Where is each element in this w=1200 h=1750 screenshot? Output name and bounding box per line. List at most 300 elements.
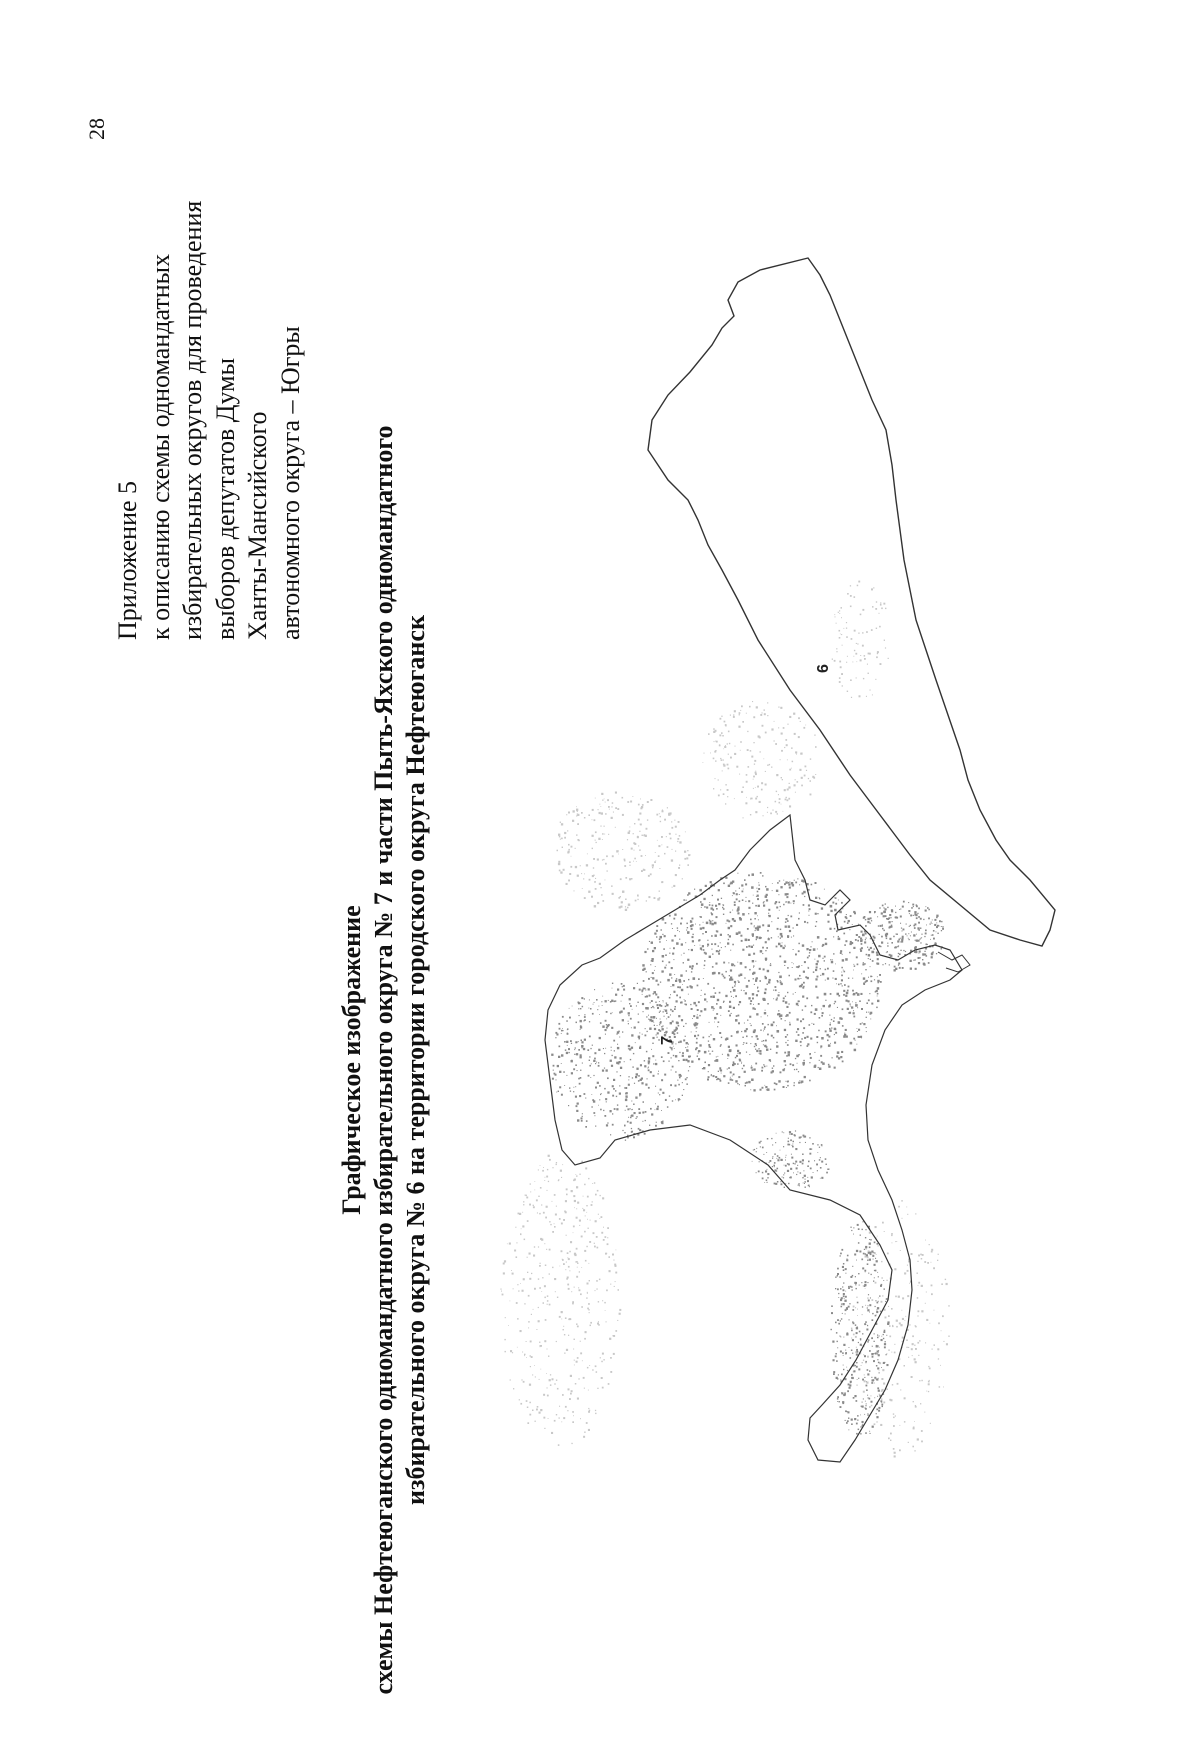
- texture-dot: [710, 923, 712, 925]
- texture-dot: [937, 1260, 938, 1261]
- texture-dot: [640, 799, 641, 800]
- texture-dot: [591, 1063, 592, 1064]
- texture-dot: [581, 873, 582, 874]
- texture-dot: [691, 1061, 693, 1063]
- texture-dot: [766, 1066, 767, 1067]
- texture-dot: [695, 924, 696, 925]
- texture-dot: [643, 968, 645, 970]
- texture-dot: [818, 955, 821, 958]
- texture-dot: [543, 1394, 545, 1396]
- texture-dot: [713, 987, 715, 989]
- texture-dot: [846, 992, 849, 995]
- texture-dot: [725, 784, 726, 785]
- texture-dot: [559, 1316, 561, 1318]
- texture-dot: [838, 1021, 841, 1024]
- texture-dot: [710, 881, 712, 883]
- texture-dot: [711, 884, 712, 885]
- texture-dot: [911, 907, 913, 909]
- texture-dot: [821, 1144, 823, 1146]
- appendix-line: выборов депутатов Думы: [210, 357, 240, 640]
- texture-dot: [887, 1253, 889, 1255]
- texture-dot: [861, 1401, 863, 1403]
- texture-dot: [854, 1395, 856, 1397]
- texture-dot: [893, 1413, 894, 1414]
- texture-dot: [882, 1369, 884, 1371]
- texture-dot: [767, 765, 768, 766]
- texture-dot: [843, 1365, 844, 1366]
- texture-dot: [849, 1319, 850, 1320]
- texture-dot: [581, 1041, 583, 1043]
- texture-dot: [756, 994, 758, 996]
- texture-dot: [845, 1352, 847, 1354]
- texture-dot: [544, 1243, 545, 1244]
- texture-dot: [661, 881, 663, 883]
- texture-dot: [605, 1048, 606, 1049]
- texture-dot: [733, 997, 734, 998]
- texture-dot: [501, 1291, 502, 1292]
- texture-dot: [752, 993, 754, 995]
- texture-dot: [932, 934, 934, 936]
- texture-dot: [859, 1331, 861, 1333]
- texture-dot: [876, 1413, 877, 1414]
- texture-dot: [587, 1367, 589, 1369]
- texture-dot: [746, 946, 748, 948]
- texture-dot: [528, 1321, 530, 1323]
- texture-dot: [860, 940, 862, 942]
- texture-dot: [864, 1249, 865, 1250]
- texture-dot: [566, 1020, 568, 1022]
- texture-dot: [895, 1415, 896, 1416]
- texture-dot: [780, 1159, 782, 1161]
- texture-dot: [919, 1380, 920, 1381]
- texture-dot: [776, 1158, 777, 1159]
- texture-dot: [838, 612, 839, 613]
- texture-dot: [745, 992, 747, 994]
- texture-dot: [787, 799, 789, 801]
- texture-dot: [839, 681, 841, 683]
- texture-dot: [837, 1275, 839, 1277]
- texture-dot: [662, 1121, 663, 1122]
- texture-dot: [719, 1079, 721, 1081]
- texture-dot: [577, 1326, 579, 1328]
- texture-dot: [556, 1206, 557, 1207]
- texture-dot: [582, 888, 583, 889]
- texture-dot: [707, 940, 708, 941]
- texture-dot: [908, 938, 909, 939]
- texture-dot: [851, 1328, 853, 1330]
- texture-dot: [590, 1220, 591, 1221]
- texture-dot: [789, 1177, 790, 1178]
- texture-dot: [860, 659, 862, 661]
- texture-dot: [784, 1173, 785, 1174]
- texture-dot: [520, 1233, 521, 1234]
- texture-dot: [883, 907, 884, 908]
- texture-dot: [809, 1054, 810, 1055]
- texture-dot: [785, 1165, 787, 1167]
- texture-dot: [569, 1087, 570, 1088]
- texture-dot: [649, 1125, 650, 1126]
- texture-dot: [533, 1255, 535, 1257]
- texture-dot: [854, 1254, 856, 1256]
- texture-dot: [730, 1077, 731, 1078]
- texture-dot: [915, 1213, 916, 1214]
- texture-dot: [582, 1113, 583, 1114]
- texture-dot: [645, 1111, 647, 1113]
- texture-dot: [725, 971, 727, 973]
- texture-dot: [781, 1018, 783, 1020]
- texture-dot: [885, 935, 887, 937]
- texture-dot: [592, 1183, 593, 1184]
- texture-dot: [600, 887, 601, 888]
- texture-dot: [711, 949, 712, 950]
- texture-dot: [878, 982, 879, 983]
- texture-dot: [767, 930, 769, 932]
- texture-dot: [686, 930, 687, 931]
- texture-dot: [815, 913, 817, 915]
- texture-dot: [769, 979, 771, 981]
- texture-dot: [720, 1080, 722, 1082]
- texture-dot: [760, 1053, 762, 1055]
- texture-dot: [630, 1059, 631, 1060]
- texture-dot: [663, 1000, 664, 1001]
- texture-dot: [765, 732, 767, 734]
- texture-dot: [932, 923, 933, 924]
- texture-dot: [563, 1263, 565, 1265]
- texture-dot: [684, 1004, 685, 1005]
- texture-dot: [881, 936, 883, 938]
- texture-dot: [711, 935, 713, 937]
- texture-dot: [852, 990, 854, 992]
- texture-dot: [734, 798, 735, 799]
- texture-dot: [594, 1052, 596, 1054]
- texture-dot: [778, 972, 779, 973]
- texture-dot: [697, 1035, 699, 1037]
- texture-dot: [628, 1015, 629, 1016]
- texture-dot: [589, 1060, 590, 1061]
- texture-dot: [581, 1236, 583, 1238]
- texture-dot: [575, 866, 577, 868]
- texture-dot: [691, 971, 692, 972]
- texture-dot: [589, 1065, 591, 1067]
- texture-dot: [554, 1420, 556, 1422]
- texture-dot: [561, 1033, 562, 1034]
- texture-dot: [857, 1302, 859, 1304]
- texture-dot: [502, 1294, 504, 1296]
- texture-dot: [872, 606, 874, 608]
- texture-dot: [694, 1035, 696, 1037]
- texture-dot: [706, 922, 709, 925]
- texture-dot: [704, 998, 706, 1000]
- texture-dot: [841, 1374, 843, 1376]
- texture-dot: [723, 748, 724, 749]
- texture-dot: [677, 1032, 679, 1034]
- texture-dot: [730, 883, 732, 885]
- texture-dot: [796, 754, 797, 755]
- texture-dot: [843, 628, 844, 629]
- texture-dot: [871, 588, 873, 590]
- texture-dot: [922, 959, 923, 960]
- texture-dot: [583, 1377, 585, 1379]
- texture-dot: [793, 1085, 794, 1086]
- texture-dot: [537, 1212, 538, 1213]
- texture-dot: [767, 1034, 769, 1036]
- texture-dot: [630, 801, 632, 803]
- texture-dot: [841, 1051, 843, 1053]
- texture-dot: [617, 1104, 618, 1105]
- texture-dot: [925, 930, 927, 932]
- texture-dot: [700, 1010, 702, 1012]
- texture-dot: [699, 939, 701, 941]
- texture-dot: [803, 1027, 805, 1029]
- texture-dot: [669, 1095, 670, 1096]
- texture-dot: [570, 1393, 572, 1395]
- texture-dot: [649, 1019, 651, 1021]
- texture-dot: [843, 1026, 844, 1027]
- texture-dot: [753, 953, 755, 955]
- texture-dot: [793, 1172, 794, 1173]
- texture-dot: [556, 1092, 557, 1093]
- texture-dot: [648, 988, 650, 990]
- texture-dot: [865, 933, 867, 935]
- texture-dot: [789, 1022, 790, 1023]
- texture-dot: [564, 1353, 565, 1354]
- texture-dot: [856, 1351, 858, 1353]
- texture-dot: [739, 894, 740, 895]
- texture-dot: [832, 1341, 834, 1343]
- texture-dot: [585, 1331, 587, 1333]
- texture-dot: [763, 1154, 764, 1155]
- texture-dot: [610, 1001, 612, 1003]
- texture-dot: [679, 865, 680, 866]
- texture-dot: [871, 1003, 873, 1005]
- texture-dot: [753, 967, 754, 968]
- texture-dot: [640, 824, 642, 826]
- texture-dot: [889, 938, 891, 940]
- texture-dot: [766, 1152, 767, 1153]
- texture-dot: [779, 956, 781, 958]
- texture-dot: [819, 897, 820, 898]
- texture-dot: [828, 1005, 830, 1007]
- texture-dot: [675, 1085, 677, 1087]
- texture-dot: [912, 1355, 913, 1356]
- texture-dot: [789, 716, 791, 718]
- texture-dot: [657, 840, 658, 841]
- texture-dot: [568, 849, 570, 851]
- texture-dot: [562, 1394, 564, 1396]
- texture-dot: [899, 1425, 900, 1426]
- texture-dot: [686, 1083, 688, 1085]
- texture-dot: [920, 928, 921, 929]
- texture-dot: [846, 636, 848, 638]
- texture-dot: [909, 926, 910, 927]
- texture-dot: [834, 1034, 835, 1035]
- texture-dot: [748, 913, 749, 914]
- texture-dot: [569, 1052, 570, 1053]
- texture-dot: [801, 777, 803, 779]
- texture-dot: [612, 802, 614, 804]
- texture-dot: [696, 1031, 697, 1032]
- texture-dot: [774, 1082, 776, 1084]
- texture-dot: [838, 984, 840, 986]
- texture-dot: [646, 828, 648, 830]
- texture-dot: [555, 1291, 556, 1292]
- texture-dot: [808, 778, 809, 779]
- texture-dot: [819, 1017, 821, 1019]
- texture-dot: [892, 1242, 893, 1243]
- texture-dot: [851, 1338, 852, 1339]
- texture-dot: [523, 1381, 525, 1383]
- texture-dot: [580, 1025, 582, 1027]
- texture-dot: [650, 1016, 652, 1018]
- texture-dot: [661, 1005, 663, 1007]
- texture-dot: [642, 991, 643, 992]
- texture-dot: [847, 1411, 849, 1413]
- texture-dot: [578, 1287, 579, 1288]
- texture-dot: [903, 929, 905, 931]
- texture-dot: [666, 1003, 667, 1004]
- texture-dot: [635, 1097, 637, 1099]
- texture-dot: [898, 963, 900, 965]
- texture-dot: [720, 789, 721, 790]
- texture-dot: [780, 1150, 781, 1151]
- texture-dot: [845, 995, 847, 997]
- texture-dot: [765, 1086, 767, 1088]
- texture-dot: [631, 1101, 632, 1102]
- texture-dot: [560, 822, 561, 823]
- texture-dot: [574, 1339, 575, 1340]
- texture-dot: [620, 1075, 621, 1076]
- texture-dot: [601, 1216, 603, 1218]
- texture-dot: [884, 1288, 885, 1289]
- texture-dot: [789, 805, 791, 807]
- texture-dot: [767, 702, 768, 703]
- texture-dot: [739, 1060, 741, 1062]
- texture-dot: [842, 685, 843, 686]
- texture-dot: [862, 1306, 863, 1307]
- texture-dot: [908, 910, 910, 912]
- texture-dot: [875, 1315, 877, 1317]
- texture-dot: [588, 1408, 589, 1409]
- texture-dot: [854, 1049, 857, 1052]
- texture-dot: [648, 1019, 649, 1020]
- texture-dot: [520, 1330, 522, 1332]
- texture-dot: [759, 885, 760, 886]
- texture-dot: [628, 1012, 630, 1014]
- texture-dot: [614, 1108, 616, 1110]
- texture-dot: [793, 963, 794, 964]
- texture-dot: [605, 880, 606, 881]
- texture-dot: [862, 609, 864, 611]
- texture-dot: [539, 1213, 541, 1215]
- texture-dot: [647, 948, 648, 949]
- texture-dot: [638, 1014, 639, 1015]
- texture-dot: [648, 1015, 649, 1016]
- texture-dot: [731, 996, 732, 997]
- texture-dot: [729, 743, 730, 744]
- texture-dot: [805, 725, 806, 726]
- texture-dot: [639, 1032, 640, 1033]
- texture-dot: [783, 727, 785, 729]
- texture-dot: [742, 891, 744, 893]
- texture-dot: [587, 1293, 588, 1294]
- texture-dot: [794, 1069, 795, 1070]
- texture-dot: [601, 894, 603, 896]
- texture-dot: [733, 714, 734, 715]
- texture-dot: [750, 1043, 751, 1044]
- texture-dot: [589, 999, 590, 1000]
- texture-dot: [817, 1152, 818, 1153]
- texture-dot: [579, 1095, 581, 1097]
- texture-dot: [616, 1062, 618, 1064]
- texture-dot: [661, 844, 662, 845]
- texture-dot: [712, 1051, 713, 1052]
- texture-dot: [749, 1016, 751, 1018]
- texture-dot: [702, 945, 704, 947]
- texture-dot: [865, 939, 866, 940]
- texture-dot: [811, 884, 813, 886]
- texture-dot: [858, 1429, 860, 1431]
- texture-dot: [740, 750, 741, 751]
- texture-dot: [708, 1076, 710, 1078]
- texture-dot: [843, 970, 844, 971]
- texture-dot: [584, 1388, 585, 1389]
- texture-dot: [574, 1179, 576, 1181]
- texture-dot: [778, 936, 779, 937]
- texture-dot: [673, 947, 675, 949]
- texture-dot: [878, 945, 880, 947]
- texture-dot: [746, 713, 747, 714]
- texture-dot: [865, 1229, 866, 1230]
- texture-dot: [840, 950, 842, 952]
- texture-dot: [520, 1403, 522, 1405]
- texture-dot: [877, 963, 879, 965]
- texture-dot: [885, 1341, 886, 1342]
- texture-dot: [766, 899, 768, 901]
- texture-dot: [720, 934, 722, 936]
- texture-dot: [753, 788, 754, 789]
- texture-dot: [815, 882, 817, 884]
- texture-dot: [883, 1331, 885, 1333]
- texture-dot: [567, 1410, 568, 1411]
- texture-dot: [652, 864, 654, 866]
- texture-dot: [761, 1041, 762, 1042]
- texture-dot: [795, 882, 797, 884]
- texture-dot: [580, 1077, 582, 1079]
- texture-dot: [569, 873, 571, 875]
- texture-dot: [549, 1304, 551, 1306]
- texture-dot: [597, 1009, 598, 1010]
- texture-dot: [611, 1027, 613, 1029]
- texture-dot: [871, 976, 872, 977]
- texture-dot: [804, 1181, 806, 1183]
- texture-dot: [575, 1086, 576, 1087]
- texture-dot: [841, 1392, 843, 1394]
- texture-dot: [839, 637, 841, 639]
- texture-dot: [865, 1401, 866, 1402]
- texture-dot: [595, 1063, 596, 1064]
- texture-dot: [860, 993, 862, 995]
- texture-dot: [780, 929, 782, 931]
- texture-dot: [700, 901, 702, 903]
- texture-dot: [881, 1378, 883, 1380]
- texture-dot: [601, 1361, 603, 1363]
- texture-dot: [710, 753, 711, 754]
- texture-dot: [919, 939, 920, 940]
- texture-dot: [752, 998, 754, 1000]
- texture-dot: [893, 1417, 895, 1419]
- texture-dot: [763, 1040, 764, 1041]
- texture-dot: [659, 813, 660, 814]
